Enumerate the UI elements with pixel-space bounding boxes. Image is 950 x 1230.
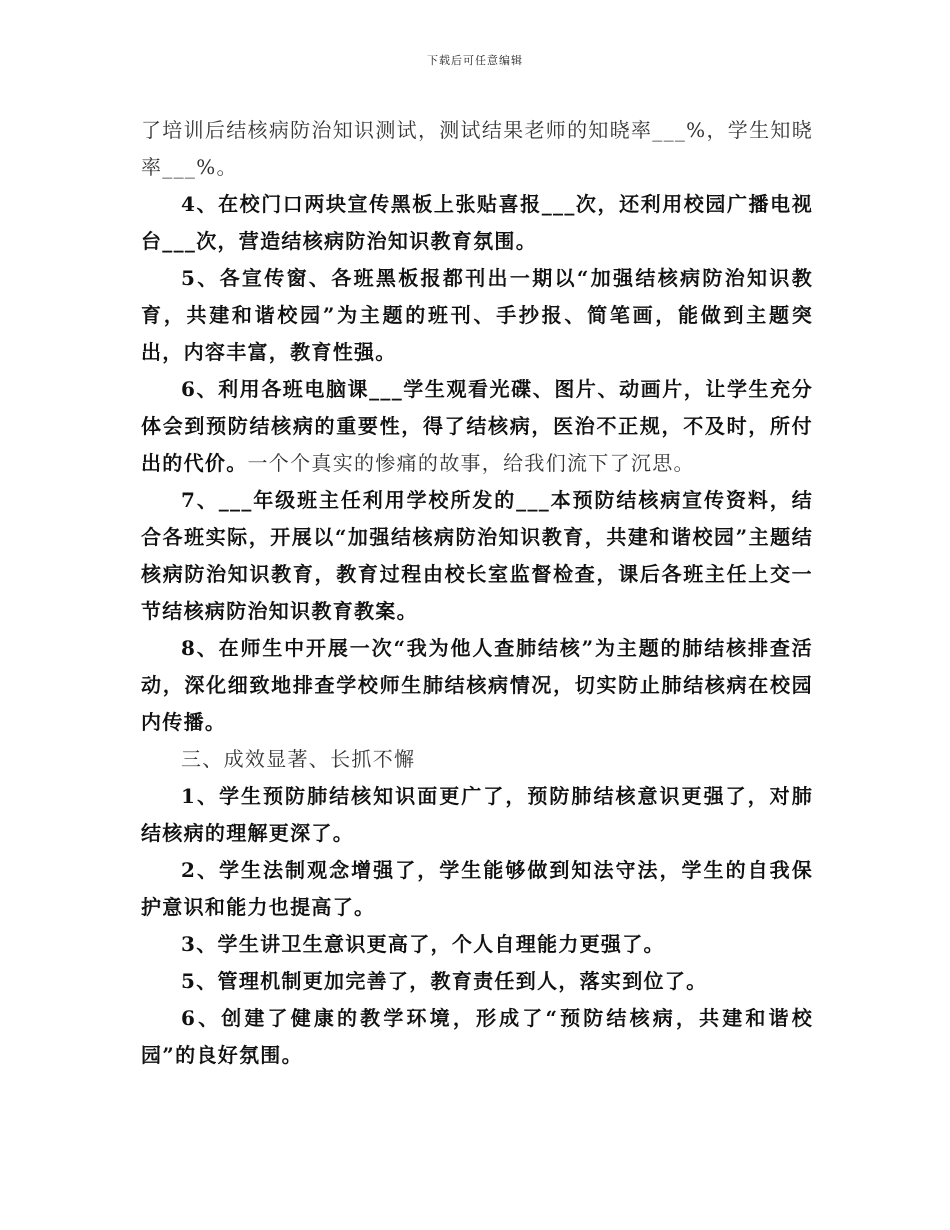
page-header: 下载后可任意编辑 bbox=[427, 54, 523, 67]
paragraph-3-main: 6、利用各班电脑课___学生观看光碟、图片、动画片，让学生充分体会到预防结核病的重要性，得了结核病，医治不正规，不及时，所付出的代价。 bbox=[141, 377, 813, 475]
paragraph-2: 5、各宣传窗、各班黑板报都刊出一期以“加强结核病防治知识教育，共建和谐校园”为主题的班刊、手抄报、简笔画，能做到主题突出，内容丰富，教育性强。 bbox=[141, 266, 813, 364]
paragraph-10: 5、管理机制更加完善了，教育责任到人，落实到位了。 bbox=[181, 969, 708, 993]
paragraph-0: 了培训后结核病防治知识测试，测试结果老师的知晓率___%，学生知晓率___%。 bbox=[141, 118, 813, 179]
section-heading: 三、成效显著、长抓不懈 bbox=[181, 747, 416, 771]
paragraph-3-tail: 一个个真实的惨痛的故事，给我们流下了沉思。 bbox=[247, 451, 695, 475]
document-body bbox=[141, 112, 813, 1074]
paragraph-4: 7、___年级班主任利用学校所发的___本预防结核病宣传资料，结合各班实际，开展以“加强结核病防治知识教育，共建和谐校园”主题结核病防治知识教育，教育过程由校长室监督检查，课后各班主任上交一节结核病防治知识教育教案。 bbox=[141, 488, 813, 623]
paragraph-7: 1、学生预防肺结核知识面更广了，预防肺结核意识更强了，对肺结核病的理解更深了。 bbox=[141, 784, 813, 845]
paragraph-3 bbox=[141, 371, 813, 482]
paragraph-9: 3、学生讲卫生意识更高了，个人自理能力更强了。 bbox=[181, 932, 665, 956]
paragraph-1: 4、在校门口两块宣传黑板上张贴喜报___次，还利用校园广播电视台___次，营造结核病防治知识教育氛围。 bbox=[141, 192, 813, 253]
paragraph-8: 2、学生法制观念增强了，学生能够做到知法守法，学生的自我保护意识和能力也提高了。 bbox=[141, 858, 813, 919]
paragraph-5: 8、在师生中开展一次“我为他人查肺结核”为主题的肺结核排查活动，深化细致地排查学校师生肺结核病情况，切实防止肺结核病在校园内传播。 bbox=[141, 636, 813, 734]
paragraph-11: 6、创建了健康的教学环境，形成了“预防结核病，共建和谐校园”的良好氛围。 bbox=[141, 1006, 813, 1067]
